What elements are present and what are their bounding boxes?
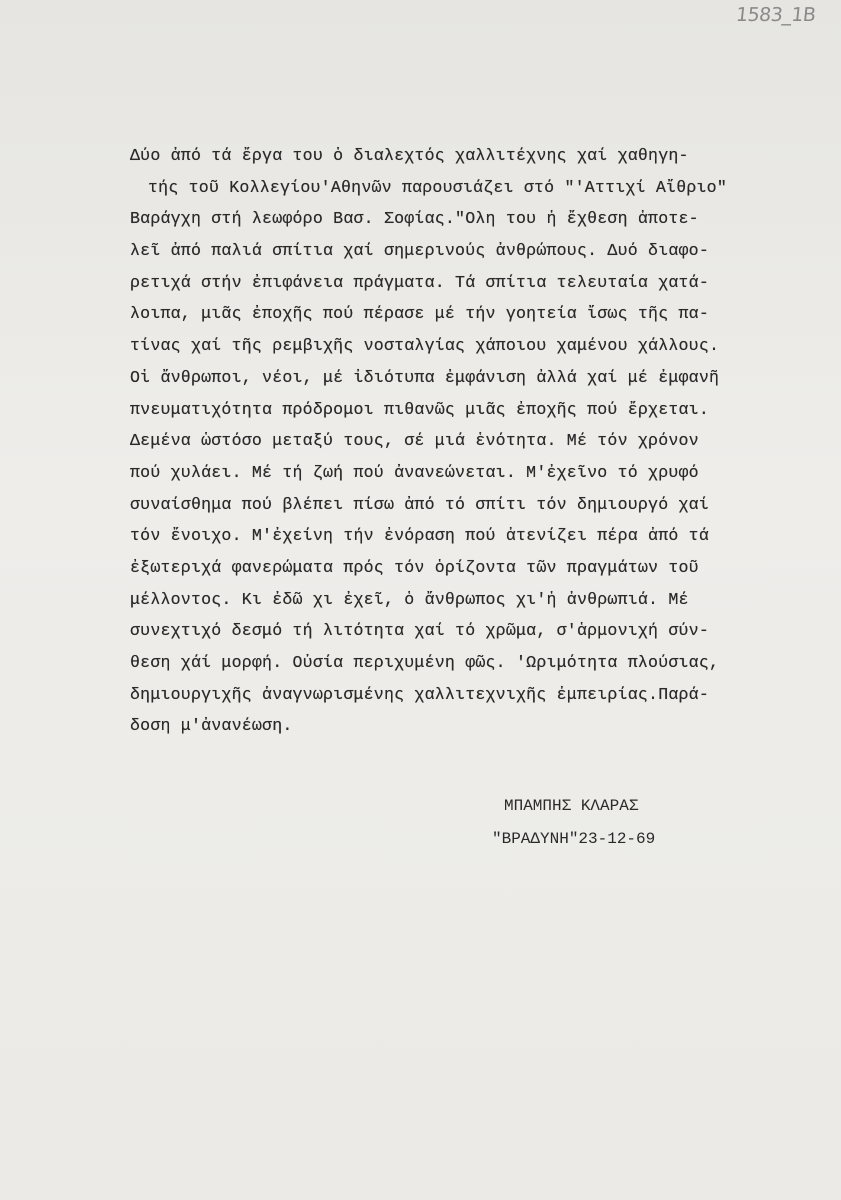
signature-block	[492, 790, 656, 856]
text-line: συναίσθημα πού βλέπει πίσω ἀπό τό σπίτι τόν δημιουργό χαί	[130, 494, 709, 514]
text-line: δημιουργιχῆς ἀναγνωρισμένης χαλλιτεχνιχῆς ἐμπειρίας.Παρά-	[130, 684, 709, 704]
text-line: τόν ἔνοιχο. Μ'ἐχείνη τήν ἐνόραση πού ἀτενίζει πέρα ἀπό τά	[130, 526, 709, 546]
text-line: μέλλοντος. Κι ἐδῶ χι ἐχεῖ, ὁ ἄνθρωπος χι'ἡ ἀνθρωπιά. Μέ	[130, 589, 689, 609]
text-line: Δύο ἀπό τά ἔργα του ὁ διαλεχτός χαλλιτέχνης χαί χαθηγη-	[130, 146, 689, 165]
text-line: Οἱ ἄνθρωποι, νέοι, μέ ἰδιότυπα ἐμφάνιση ἀλλά χαί μέ ἐμφανῆ	[130, 367, 720, 387]
source-date: "ΒΡΑΔΥΝΗ"23-12-69	[492, 830, 656, 848]
text-line: Βαράγχη στή λεωφόρο Βασ. Σοφίας."Ολη του ἡ ἔχθεση ἀποτε-	[130, 209, 699, 229]
text-line: συνεχτιχό δεσμό τή λιτότητα χαί τό χρῶμα, σ'ἁρμονιχή σύν-	[130, 621, 709, 641]
author-name: ΜΠΑΜΠΗΣ ΚΛΑΡΑΣ	[504, 797, 639, 815]
article-body	[130, 140, 770, 742]
text-line: τίνας χαί τῆς ρεμβιχῆς νοσταλγίας χάποιου χαμένου χάλλους.	[130, 336, 720, 356]
text-line: ρετιχά στήν ἐπιφάνεια πράγματα. Τά σπίτια τελευταία χατά-	[130, 272, 709, 292]
text-line: Δεμένα ὡστόσο μεταξύ τους, σέ μιά ἑνότητα. Μέ τόν χρόνον	[130, 431, 699, 451]
text-line: θεση χάί μορφή. Οὐσία περιχυμένη φῶς. 'Ωριμότητα πλούσιας,	[130, 653, 720, 672]
text-line: λοιπα, μιᾶς ἐποχῆς πού πέρασε μέ τήν γοητεία ἴσως τῆς πα-	[130, 304, 709, 324]
archive-number: 1583_1B	[734, 4, 817, 26]
text-line: δοση μ'ἀνανέωση.	[130, 716, 293, 736]
text-line: πού χυλάει. Μέ τή ζωή πού ἀνανεώνεται. Μ'ἐχεῖνο τό χρυφό	[130, 462, 699, 482]
text-line: ἐξωτεριχά φανερώματα πρός τόν ὁρίζοντα τῶν πραγμάτων τοῦ	[130, 557, 699, 577]
text-line: λεῖ ἀπό παλιά σπίτια χαί σημερινούς ἀνθρώπους. Δυό διαφο-	[130, 241, 709, 261]
text-line: τής τοῦ Κολλεγίου'Αθηνῶν παρουσιάζει στό "'Αττιχί Αἴθριο"	[148, 177, 727, 197]
text-line: πνευματιχότητα πρόδρομοι πιθανῶς μιᾶς ἐποχῆς πού ἔρχεται.	[130, 399, 709, 419]
